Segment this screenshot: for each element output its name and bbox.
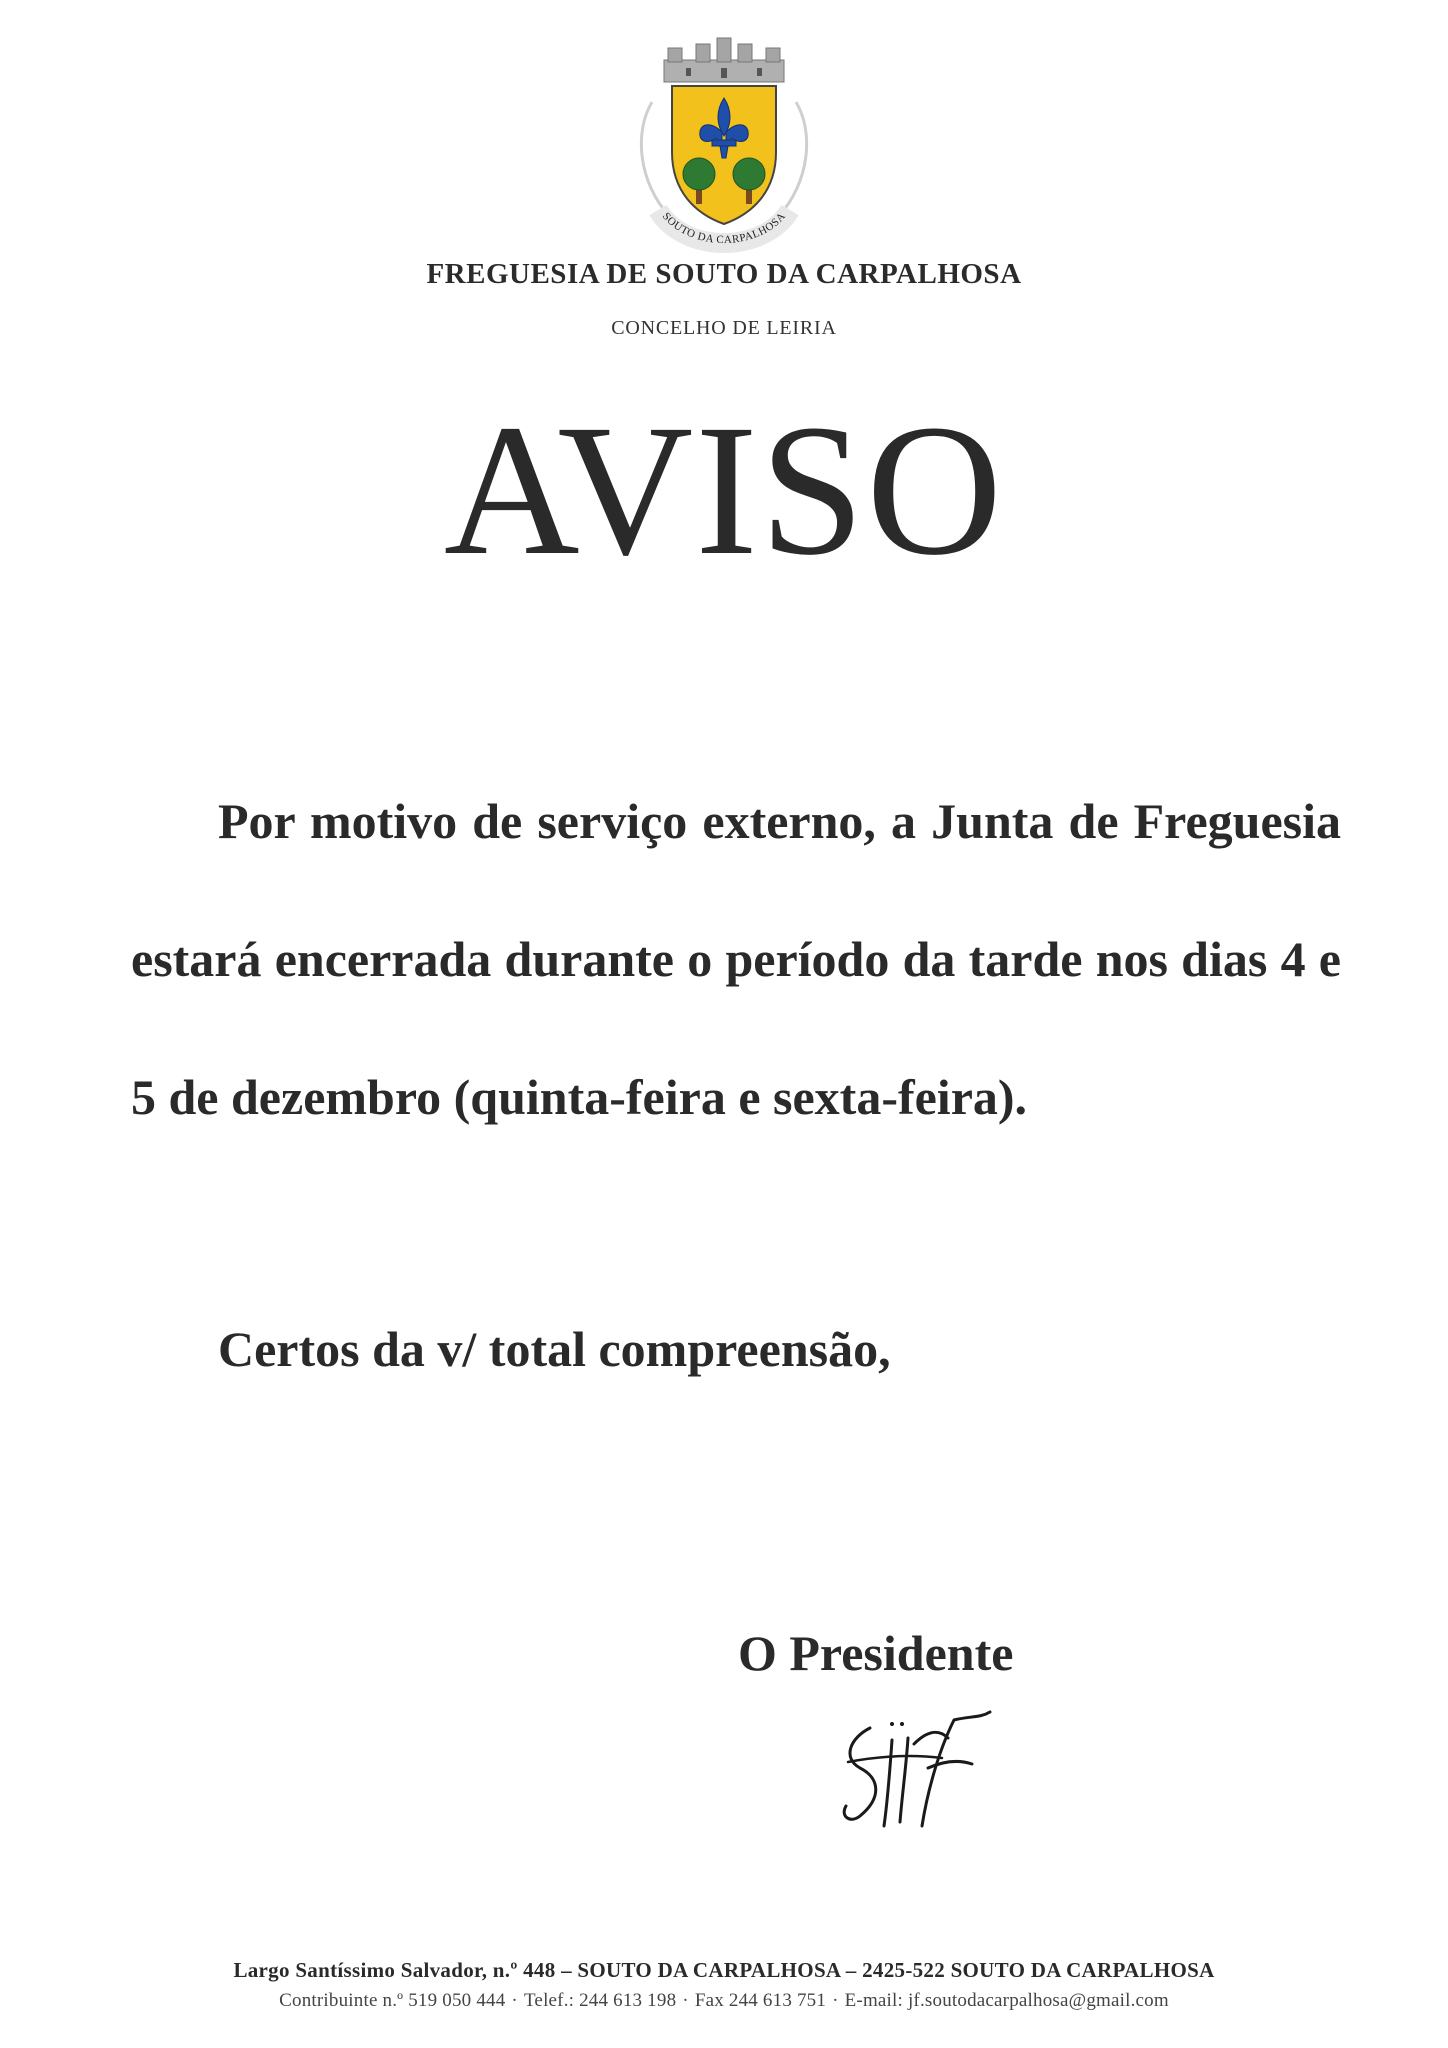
footer-address: Largo Santíssimo Salvador, n.º 448 – SOUTO DA CARPALHOSA – 2425-522 SOUTO DA CARPALHOSA xyxy=(233,1958,1215,1982)
footer-tax-id: Contribuinte n.º 519 050 444 xyxy=(279,1990,506,2011)
coat-of-arms-emblem xyxy=(624,32,824,262)
footer-email: E-mail: jf.soutodacarpalhosa@gmail.com xyxy=(844,1990,1169,2011)
municipality-name: CONCELHO DE LEIRIA xyxy=(611,317,837,339)
signatory-title: O Presidente xyxy=(738,1625,1014,1681)
closing-line: Certos da v/ total compreensão, xyxy=(218,1321,891,1377)
footer-separator: · xyxy=(682,1990,689,2011)
footer-separator: · xyxy=(832,1990,839,2011)
notice-body: Por motivo de serviço externo, a Junta de Freguesia estará encerrada durante o período da tarde nos dias 4 e 5 de dezembro (quinta-feira e sexta-feira). xyxy=(131,793,1341,1125)
footer-separator: · xyxy=(511,1990,518,2011)
footer-phone: Telef.: 244 613 198 xyxy=(523,1990,677,2011)
organization-name: FREGUESIA DE SOUTO DA CARPALHOSA xyxy=(426,258,1022,290)
handwritten-signature xyxy=(830,1698,1020,1838)
svg-text:SOUTO DA CARPALHOSA: SOUTO DA CARPALHOSA xyxy=(659,210,789,247)
footer-contacts xyxy=(0,1990,1448,2012)
footer-fax: Fax 244 613 751 xyxy=(694,1990,827,2011)
notice-title: AVISO xyxy=(443,385,1005,594)
